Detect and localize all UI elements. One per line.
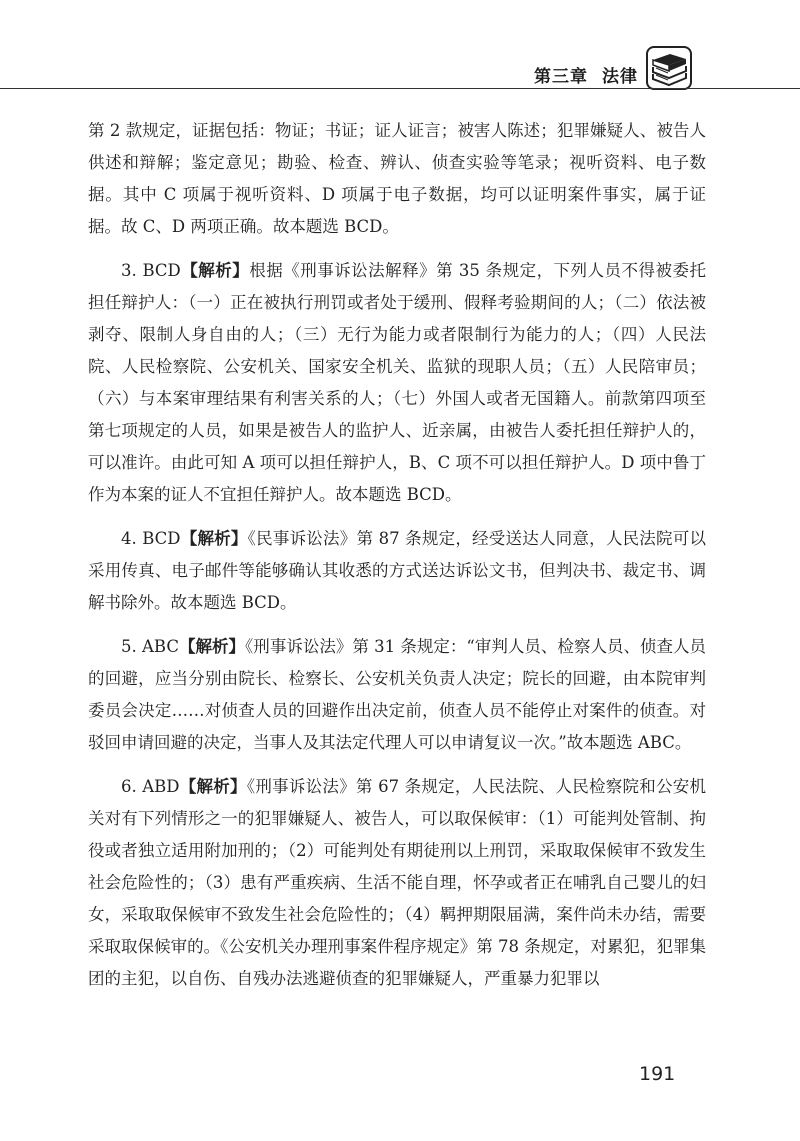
paragraph-text: 《民事诉讼法》第 87 条规定，经受送达人同意，人民法院可以采用传真、电子邮件等能够确认其收悉的方式送达诉讼文书，但判决书、裁定书、调解书除外。故本题选 BCD。 [88, 529, 706, 612]
answer-number: 4. BCD [121, 529, 181, 548]
answer-paragraph-4 [88, 523, 706, 619]
paragraph-text: 《刑事诉讼法》第 31 条规定：“审判人员、检察人员、侦查人员的回避，应当分别由院长、检察长、公安机关负责人决定；院长的回避，由本院审判委员会决定……对侦查人员的回避作出决定前，侦查人员不能停止对案件的侦查。对驳回申请回避的决定，当事人及其法定代理人可以申请复议一次。”故本题选 ABC。 [88, 637, 707, 752]
analysis-label: 【解析】 [180, 261, 250, 280]
answer-number: 6. ABD [121, 777, 180, 796]
answer-number: 3. BCD [121, 261, 181, 280]
paragraph-continued [88, 115, 706, 243]
chapter-title: 法律 [602, 67, 638, 87]
analysis-label: 【解析】 [179, 777, 247, 796]
answer-number: 5. ABC [121, 637, 179, 656]
book-stack-icon [646, 46, 692, 90]
page-number: 191 [639, 1063, 676, 1085]
paragraph-text: 根据《刑事诉讼法解释》第 35 条规定，下列人员不得被委托担任辩护人：（一）正在被执行刑罚或者处于缓刑、假释考验期间的人；（二）依法被剥夺、限制人身自由的人；（三）无行为能力或者限制行为能力的人；（四）人民法院、人民检察院、公安机关、国家安全机关、监狱的现职人员；（五）人民陪审员；（六）与本案审理结果有利害关系的人；（七）外国人或者无国籍人。前款第四项至第七项规定的人员，如果是被告人的监护人、近亲属，由被告人委托担任辩护人的，可以准许。由此可知 A 项可以担任辩护人，B、C 项不可以担任辩护人。D 项中鲁丁作为本案的证人不宜担任辩护人。故本题选 BCD。 [88, 261, 706, 504]
page-body [88, 115, 706, 1007]
page-header [0, 0, 800, 96]
answer-paragraph-6 [88, 771, 706, 995]
chapter-heading [534, 62, 638, 87]
paragraph-text: 《刑事诉讼法》第 67 条规定，人民法院、人民检察院和公安机关对有下列情形之一的犯罪嫌疑人、被告人，可以取保候审：（1）可能判处管制、拘役或者独立适用附加刑的；（2）可能判处有期徒刑以上刑罚，采取取保候审不致发生社会危险性的；（3）患有严重疾病、生活不能自理，怀孕或者正在哺乳自己婴儿的妇女，采取取保候审不致发生社会危险性的；（4）羁押期限届满，案件尚未办结，需要采取取保候审的。《公安机关办理刑事案件程序规定》第 78 条规定，对累犯，犯罪集团的主犯，以自伤、自残办法逃避侦查的犯罪嫌疑人，严重暴力犯罪以 [88, 777, 706, 988]
analysis-label: 【解析】 [180, 529, 248, 548]
answer-paragraph-5 [88, 631, 706, 759]
analysis-label: 【解析】 [178, 637, 246, 656]
header-divider [0, 88, 800, 89]
paragraph-text: 第 2 款规定，证据包括：物证；书证；证人证言；被害人陈述；犯罪嫌疑人、被告人供述和辩解；鉴定意见；勘验、检查、辨认、侦查实验等笔录；视听资料、电子数据。其中 C 项属于视听资料、D 项属于电子数据，均可以证明案件事实，属于证据。故 C、D 两项正确。故本题选 BCD。 [88, 121, 706, 236]
chapter-number: 第三章 [534, 67, 588, 87]
answer-paragraph-3 [88, 255, 706, 511]
